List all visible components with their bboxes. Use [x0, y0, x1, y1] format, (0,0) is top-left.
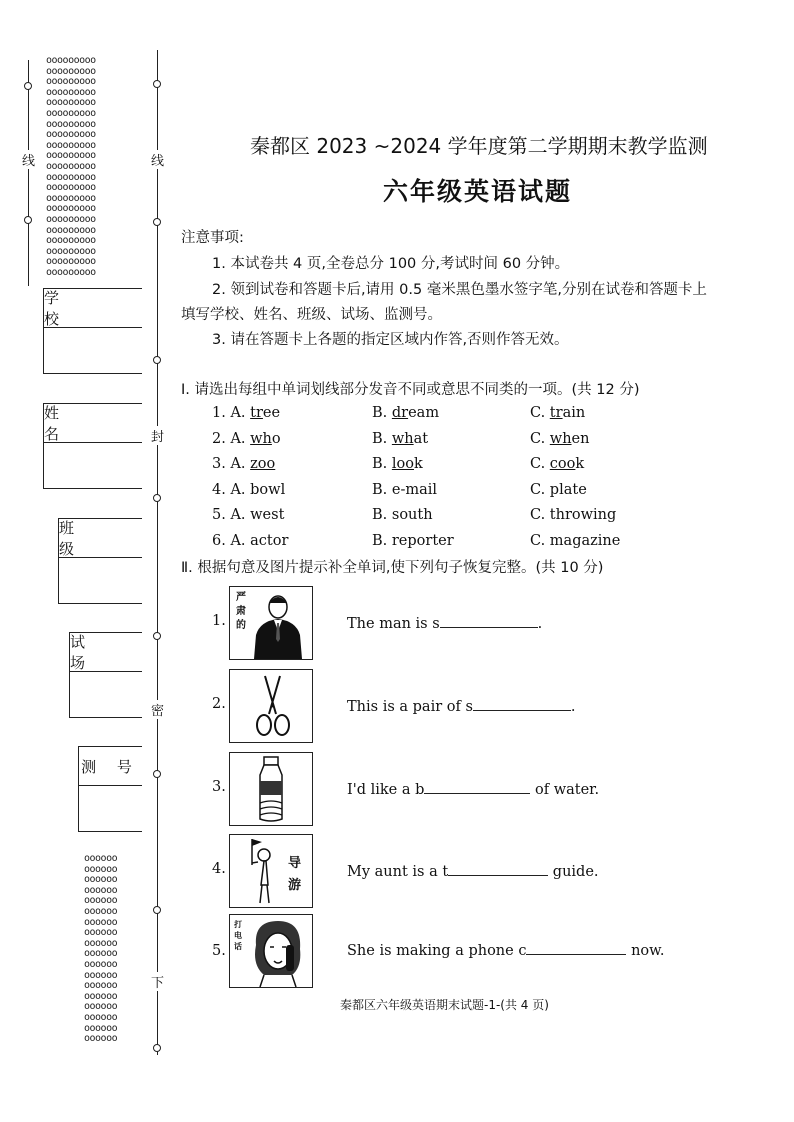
- test-number-field[interactable]: [78, 746, 142, 832]
- sentence-end: .: [570, 699, 576, 715]
- option-prefix: 2. A.: [212, 430, 251, 447]
- perforation-dots-bottom: oooooo oooooo oooooo oooooo oooooo oooooo oooooo oooooo oooooo oooooo oooooo oooooo oooooo oooooo oooooo oooooo oooooo oooooo: [84, 853, 118, 1045]
- school-field[interactable]: [43, 288, 142, 374]
- sentence: [347, 940, 664, 959]
- option-prefix: B.: [372, 405, 392, 421]
- option-prefix: B.: [372, 430, 392, 447]
- option-b: [372, 456, 423, 472]
- sentence: [347, 613, 542, 632]
- question-number: 4.: [212, 861, 226, 877]
- option-b: [372, 533, 454, 549]
- cut-circle: [153, 218, 161, 226]
- option-underlined: tr: [250, 405, 263, 421]
- option-a: [212, 482, 285, 498]
- option-prefix: B.: [372, 481, 392, 498]
- name-label: 姓 名: [44, 404, 142, 443]
- option-rest: k: [413, 456, 423, 472]
- note-item: 1. 本试卷共 4 页,全卷总分 100 分,考试时间 60 分钟。: [212, 256, 570, 272]
- sentence-text: I'd like a b: [347, 782, 425, 798]
- margin-char-seal: 封: [151, 426, 164, 445]
- class-label: 班 级: [59, 519, 142, 558]
- option-a: [212, 456, 275, 472]
- sentence-end: now.: [631, 943, 665, 959]
- option-underlined: coo: [549, 456, 576, 472]
- sentence-text: My aunt is a t: [347, 864, 449, 880]
- exam-subtitle: 六年级英语试题: [383, 177, 573, 206]
- option-prefix: 4. A.: [212, 481, 251, 498]
- option-rest: k: [575, 456, 585, 472]
- sentence: [347, 861, 599, 880]
- option-rest: south: [391, 507, 433, 523]
- school-label: 学 校: [44, 289, 142, 328]
- option-rest: throwing: [549, 507, 617, 523]
- cut-circle: [153, 906, 161, 914]
- cut-circle: [153, 632, 161, 640]
- question-number: 5.: [212, 943, 226, 959]
- margin-char-left: 线: [22, 150, 35, 169]
- option-rest: actor: [250, 532, 289, 549]
- serious-man-icon: [229, 586, 313, 660]
- option-prefix: C.: [530, 532, 550, 549]
- option-rest: plate: [549, 481, 587, 498]
- option-rest: ee: [262, 405, 281, 421]
- note-item: 填写学校、姓名、班级、试场、监测号。: [181, 307, 442, 323]
- section2-heading: Ⅱ. 根据句意及图片提示补全单词,使下列句子恢复完整。(共 10 分): [181, 560, 604, 576]
- tour-guide-icon: [229, 834, 313, 908]
- option-c: [530, 456, 584, 472]
- cut-circle: [24, 82, 32, 90]
- option-c: [530, 482, 587, 498]
- option-rest: bowl: [250, 481, 286, 498]
- class-field[interactable]: [58, 518, 142, 604]
- option-b: [372, 431, 428, 447]
- option-c: [530, 533, 620, 549]
- margin-char-seal: 密: [151, 700, 164, 719]
- option-rest: west: [250, 507, 285, 523]
- option-a: [212, 431, 281, 447]
- phone-call-icon: [229, 914, 313, 988]
- option-c: [530, 431, 589, 447]
- option-prefix: 3. A.: [212, 456, 251, 472]
- page-footer: 秦都区六年级英语期末试题-1-(共 4 页): [340, 998, 549, 1012]
- option-prefix: B.: [372, 456, 392, 472]
- cut-circle: [24, 216, 32, 224]
- option-c: [530, 507, 616, 523]
- sentence-text: This is a pair of s: [347, 699, 473, 715]
- picture-caption: 导游: [288, 856, 302, 893]
- option-prefix: C.: [530, 405, 550, 421]
- option-b: [372, 507, 433, 523]
- option-a: [212, 405, 280, 421]
- scissors-icon: [229, 669, 313, 743]
- option-prefix: C.: [530, 430, 550, 447]
- note-item: 2. 领到试卷和答题卡后,请用 0.5 毫米黑色墨水签字笔,分别在试卷和答题卡上: [212, 282, 707, 298]
- margin-char-seal: 下: [151, 972, 164, 991]
- sentence-text: The man is s: [347, 616, 440, 632]
- test-number-label: 测 号: [79, 747, 142, 786]
- option-prefix: 1. A.: [212, 405, 251, 421]
- option-prefix: B.: [372, 507, 392, 523]
- left-cut-line: [28, 60, 29, 286]
- answer-blank[interactable]: [424, 779, 530, 794]
- section1-heading: Ⅰ. 请选出每组中单词划线部分发音不同或意思不同类的一项。(共 12 分): [181, 382, 640, 398]
- note-item: 3. 请在答题卡上各题的指定区域内作答,否则作答无效。: [212, 332, 569, 348]
- option-rest: magazine: [549, 532, 621, 549]
- right-cut-line: [157, 50, 158, 1055]
- option-b: [372, 482, 437, 498]
- option-underlined: tr: [549, 405, 563, 421]
- option-b: [372, 405, 439, 421]
- exam-room-field[interactable]: [69, 632, 142, 718]
- option-underlined: loo: [391, 456, 414, 472]
- option-underlined: wh: [391, 430, 414, 447]
- question-number: 3.: [212, 779, 226, 795]
- sentence-end: of water.: [535, 782, 600, 798]
- option-prefix: C.: [530, 456, 550, 472]
- option-prefix: 6. A.: [212, 532, 251, 549]
- option-underlined: zoo: [250, 456, 276, 472]
- sentence-text: She is making a phone c: [347, 943, 527, 959]
- cut-circle: [153, 356, 161, 364]
- option-prefix: B.: [372, 532, 392, 549]
- exam-room-label: 试 场: [70, 633, 142, 672]
- cut-circle: [153, 80, 161, 88]
- option-rest: en: [571, 430, 590, 447]
- option-c: [530, 405, 585, 421]
- margin-char-seal: 线: [151, 150, 164, 169]
- picture-caption: 打电话: [234, 920, 242, 951]
- question-number: 1.: [212, 613, 226, 629]
- answer-blank[interactable]: [473, 696, 571, 711]
- perforation-dots-top: ooooooooo ooooooooo ooooooooo ooooooooo ooooooooo ooooooooo ooooooooo ooooooooo ooooooooo ooooooooo ooooooooo ooooooooo ooooooooo ooooooooo ooooooooo ooooooooo ooooooooo ooooooooo ooooooooo ooooooooo ooooooooo: [46, 55, 96, 278]
- option-underlined: wh: [549, 430, 572, 447]
- option-prefix: 5. A.: [212, 507, 251, 523]
- answer-blank[interactable]: [448, 861, 548, 876]
- cut-circle: [153, 770, 161, 778]
- name-field[interactable]: [43, 403, 142, 489]
- option-underlined: wh: [250, 430, 272, 447]
- answer-blank[interactable]: [526, 940, 626, 955]
- option-rest: at: [413, 430, 429, 447]
- notes-heading: 注意事项:: [181, 230, 244, 246]
- sentence: [347, 696, 576, 715]
- option-prefix: C.: [530, 481, 550, 498]
- option-underlined: dr: [391, 405, 409, 421]
- cut-circle: [153, 1044, 161, 1052]
- option-rest: o: [271, 430, 281, 447]
- sentence-end: guide.: [552, 864, 599, 880]
- question-number: 2.: [212, 696, 226, 712]
- option-prefix: C.: [530, 507, 550, 523]
- cut-circle: [153, 494, 161, 502]
- exam-title: 秦都区 2023 ~2024 学年度第二学期期末教学监测: [250, 134, 708, 158]
- option-rest: ain: [562, 405, 586, 421]
- answer-blank[interactable]: [440, 613, 538, 628]
- sentence: [347, 779, 599, 798]
- option-rest: e-mail: [391, 481, 438, 498]
- option-a: [212, 533, 288, 549]
- option-rest: eam: [408, 405, 440, 421]
- option-a: [212, 507, 284, 523]
- option-rest: reporter: [391, 532, 454, 549]
- picture-caption: 严肃的: [236, 592, 246, 631]
- bottle-icon: [229, 752, 313, 826]
- sentence-end: .: [537, 616, 543, 632]
